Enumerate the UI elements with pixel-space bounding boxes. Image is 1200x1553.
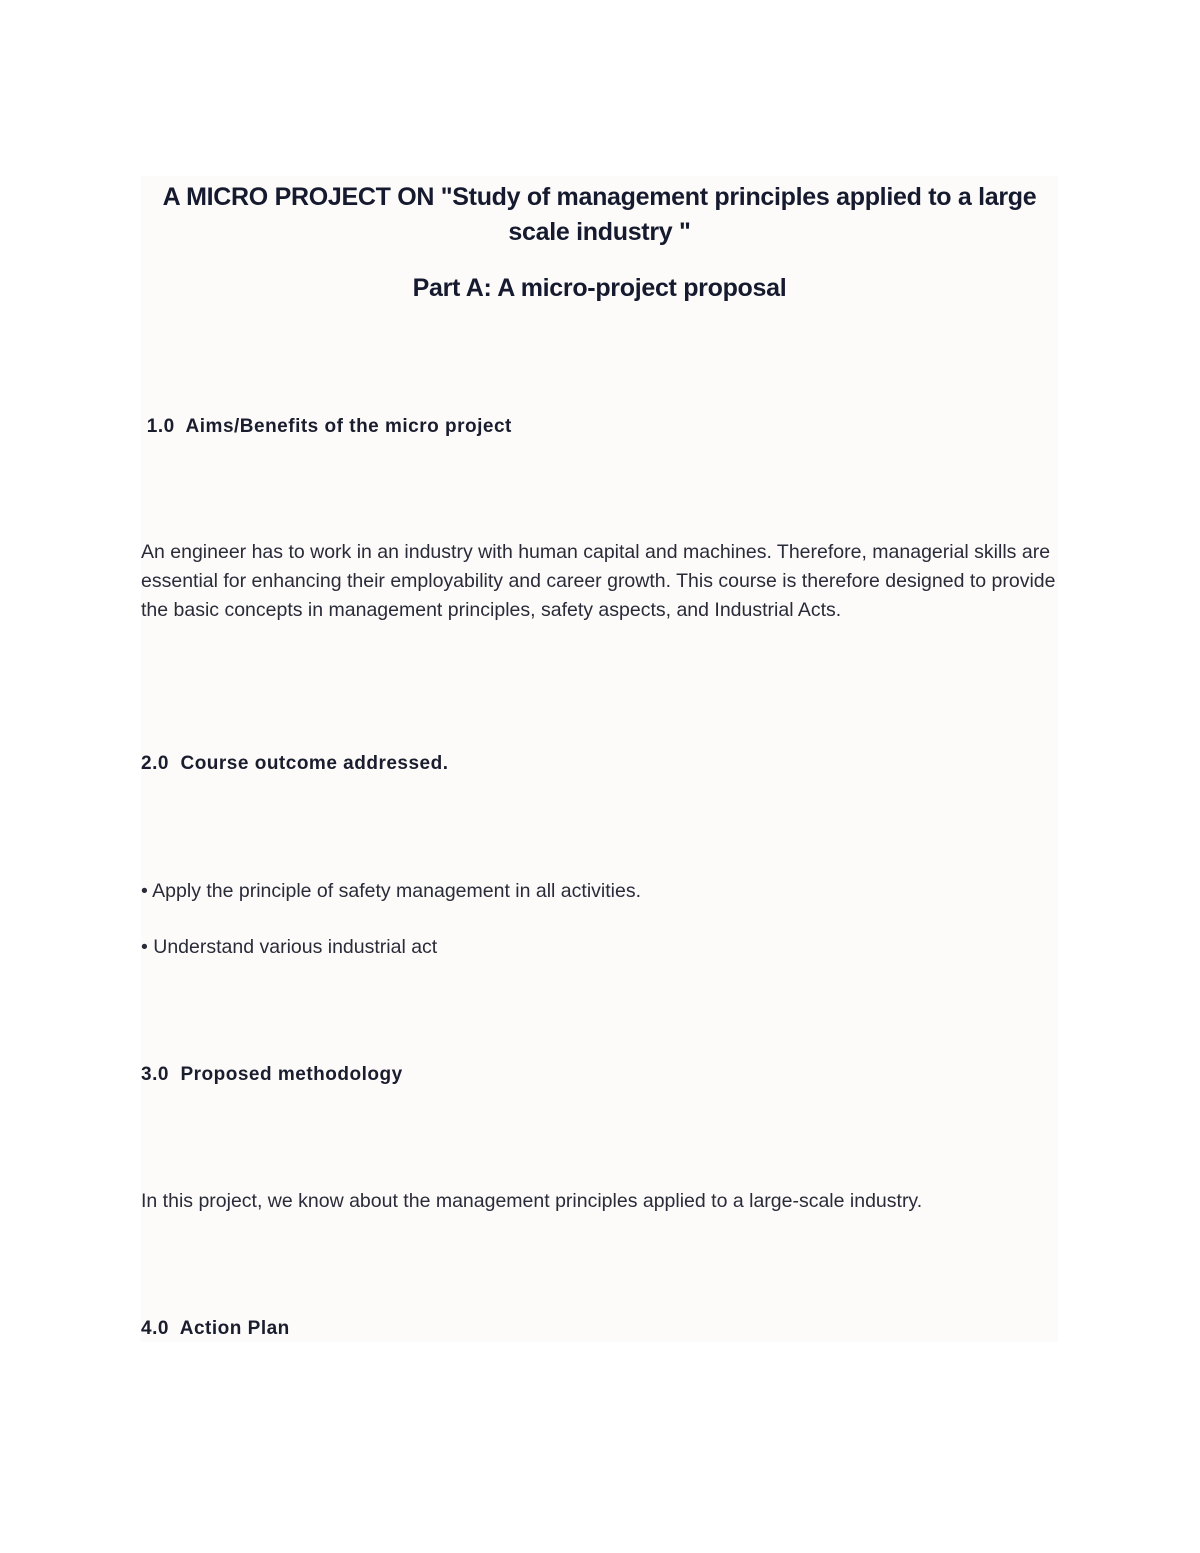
section-heading-action-plan: 4.0 Action Plan: [141, 1318, 290, 1339]
section-paragraph-aims: An engineer has to work in an industry with human capital and machines. Therefore, managerial skills are essential for enhancing their employability and career growth. This course is therefore designed to provide the basic concepts in management principles, safety aspects, and Industrial Acts.: [141, 541, 1056, 621]
section-heading-methodology: 3.0 Proposed methodology: [141, 1064, 403, 1085]
bullet-item-safety: • Apply the principle of safety management in all activities.: [141, 880, 642, 902]
section-heading-course-outcome: 2.0 Course outcome addressed.: [141, 753, 449, 774]
document-title: A MICRO PROJECT ON "Study of management principles applied to a large scale industry ": [162, 183, 1037, 246]
document-subtitle: Part A: A micro-project proposal: [412, 274, 787, 302]
section-heading-aims: 1.0 Aims/Benefits of the micro project: [141, 416, 512, 437]
bullet-item-industrial-act: • Understand various industrial act: [141, 936, 438, 958]
section-paragraph-methodology: In this project, we know about the management principles applied to a large-scale industry.: [141, 1190, 923, 1212]
